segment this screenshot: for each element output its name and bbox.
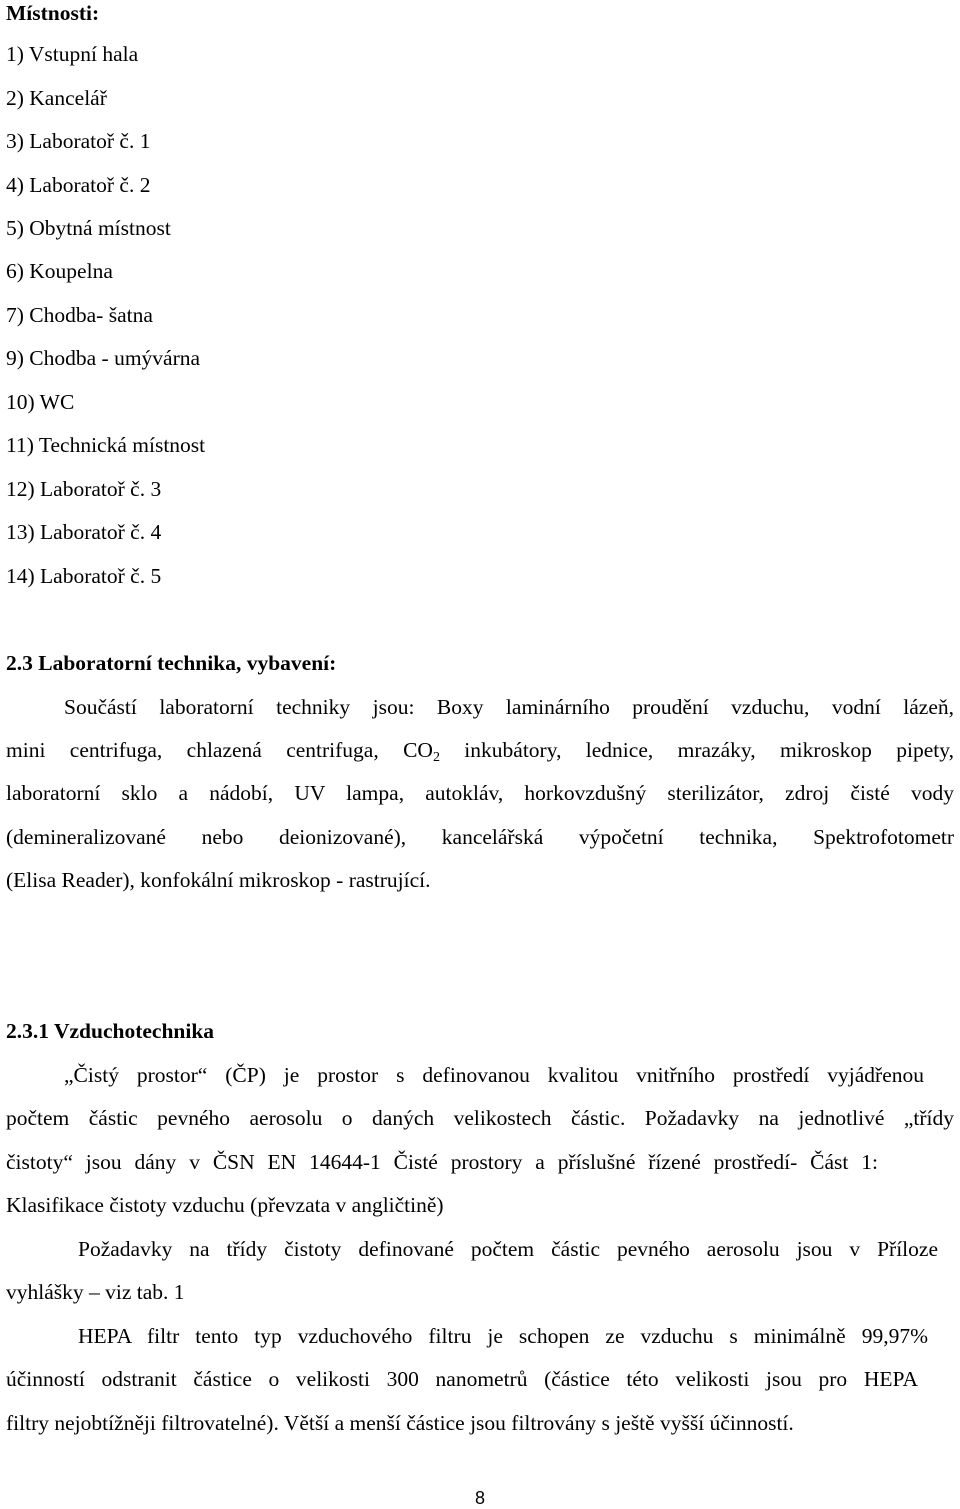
paragraph-line: účinností odstranit částice o velikosti 300 nanometrů (částice této velikosti jsou pro HEPA	[6, 1367, 918, 1391]
paragraph-line: čistoty“ jsou dány v ČSN EN 14644-1 Čisté prostory a příslušné řízené prostředí- Část 1:	[6, 1150, 878, 1174]
paragraph-line: Součástí laboratorní techniky jsou: Boxy laminárního proudění vzduchu, vodní lázeň,	[64, 695, 954, 719]
room-item: 7) Chodba- šatna	[6, 303, 153, 327]
text-span: inkubátory, lednice, mrazáky, mikroskop pipety,	[439, 738, 955, 762]
section-heading: 2.3.1 Vzduchotechnika	[6, 1019, 215, 1043]
subscript-2: 2	[432, 750, 440, 765]
paragraph-line: vyhlášky – viz tab. 1	[6, 1280, 185, 1304]
paragraph-line: Klasifikace čistoty vzduchu (převzata v angličtině)	[6, 1193, 444, 1217]
page-number: 8	[474, 1488, 485, 1508]
paragraph-line: počtem částic pevného aerosolu o daných velikostech částic. Požadavky na jednotlivé „třídy	[6, 1106, 954, 1130]
room-item: 12) Laboratoř č. 3	[6, 477, 162, 501]
paragraph-line	[6, 737, 954, 771]
room-item: 5) Obytná místnost	[6, 216, 171, 240]
paragraph-line: „Čistý prostor“ (ČP) je prostor s definovanou kvalitou vnitřního prostředí vyjádřenou	[64, 1063, 924, 1087]
rooms-title: Místnosti:	[6, 1, 100, 25]
room-item: 11) Technická místnost	[6, 433, 206, 457]
paragraph-line: HEPA filtr tento typ vzduchového filtru je schopen ze vzduchu s minimálně 99,97%	[78, 1324, 928, 1348]
room-item: 6) Koupelna	[6, 259, 113, 283]
paragraph-line: Požadavky na třídy čistoty definované počtem částic pevného aerosolu jsou v Příloze	[78, 1237, 938, 1261]
paragraph-line: (demineralizované nebo deionizované), kancelářská výpočetní technika, Spektrofotometr	[6, 825, 954, 849]
paragraph-line: (Elisa Reader), konfokální mikroskop - rastrující.	[6, 868, 431, 892]
room-item: 13) Laboratoř č. 4	[6, 520, 162, 544]
room-item: 4) Laboratoř č. 2	[6, 173, 151, 197]
room-item: 14) Laboratoř č. 5	[6, 564, 162, 588]
room-item: 10) WC	[6, 390, 75, 414]
room-item: 3) Laboratoř č. 1	[6, 129, 151, 153]
section-heading: 2.3 Laboratorní technika, vybavení:	[6, 651, 337, 675]
room-item: 9) Chodba - umývárna	[6, 346, 201, 370]
paragraph-line: laboratorní sklo a nádobí, UV lampa, autokláv, horkovzdušný sterilizátor, zdroj čisté vody	[6, 781, 954, 805]
room-item: 1) Vstupní hala	[6, 42, 139, 66]
room-item: 2) Kancelář	[6, 86, 107, 110]
text-span: mini centrifuga, chlazená centrifuga, CO	[6, 738, 433, 762]
paragraph-line: filtry nejobtížněji filtrovatelné). Větší a menší částice jsou filtrovány s ještě vyšší účinností.	[6, 1411, 794, 1435]
